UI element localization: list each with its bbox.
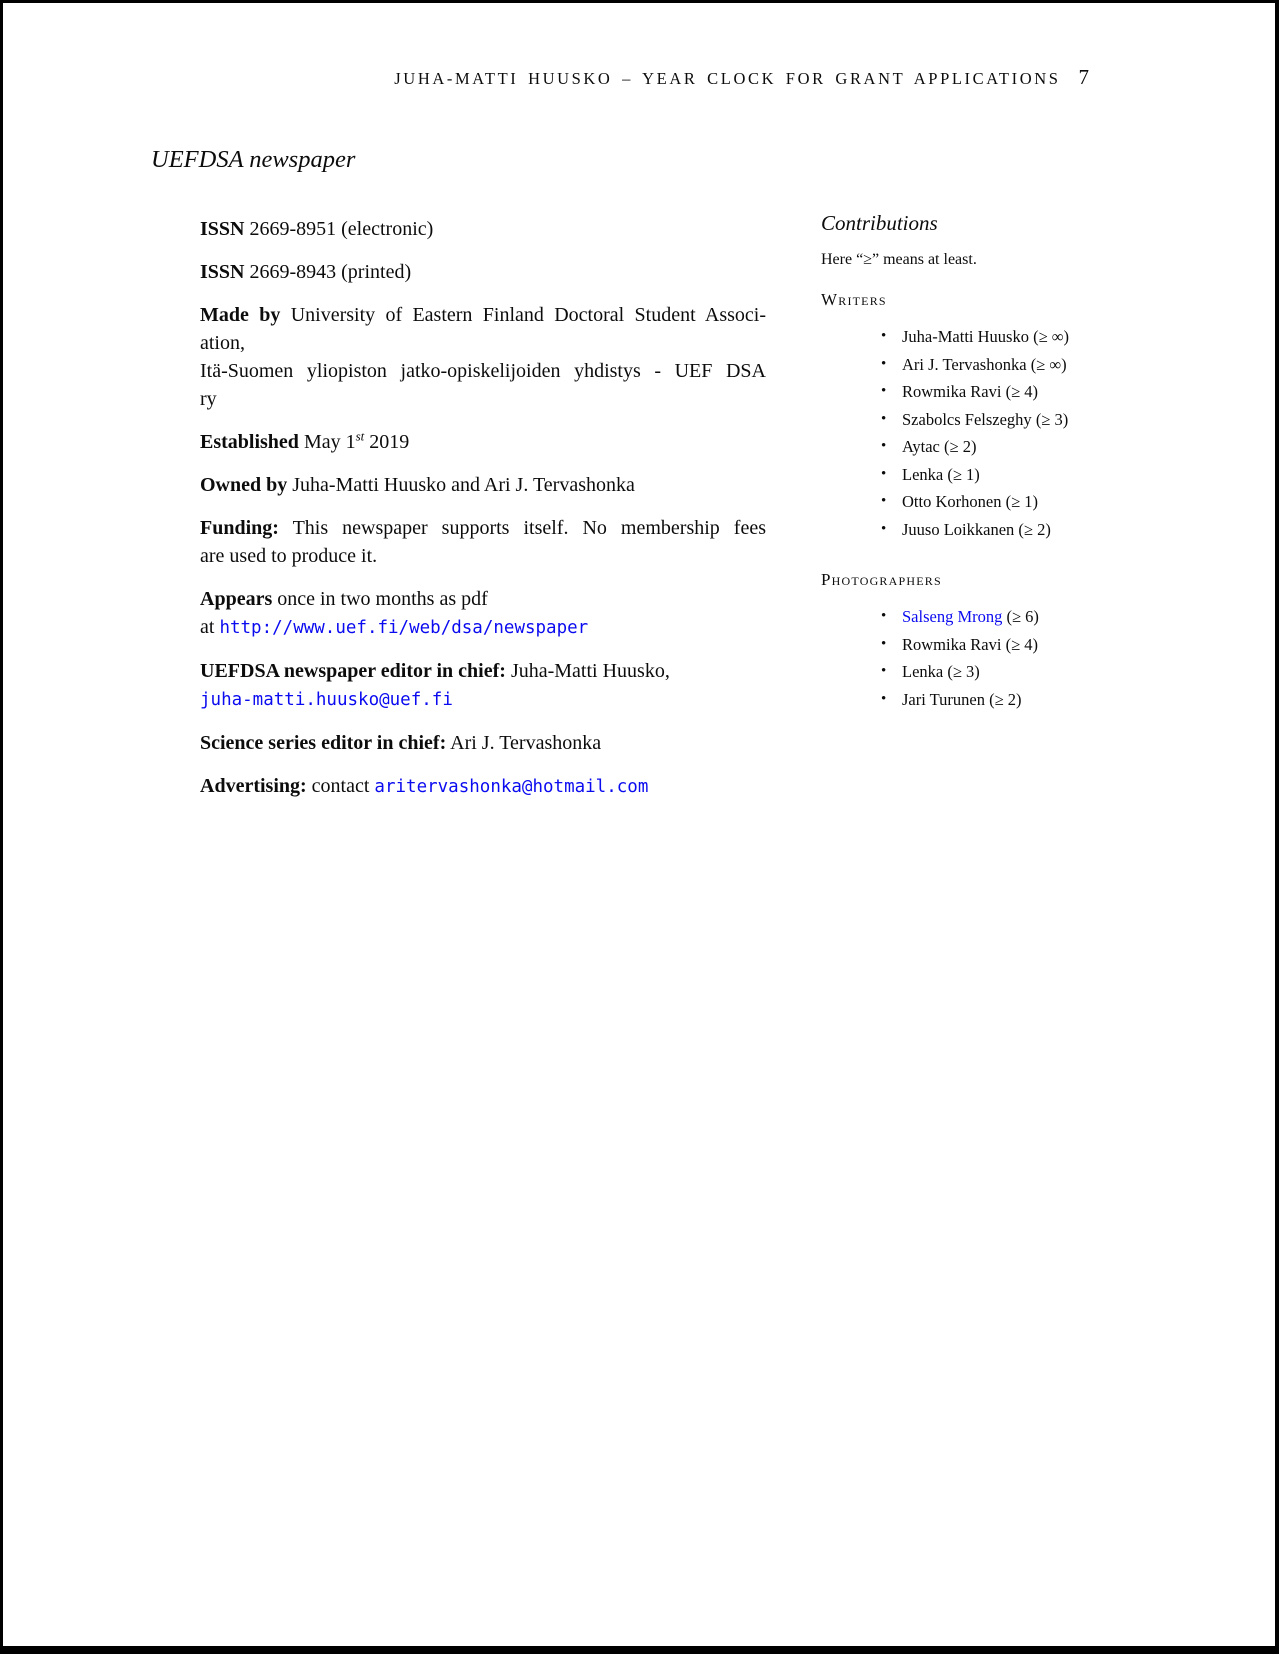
editor-in-chief xyxy=(200,657,766,714)
list-item: • Jari Turunen (≥ 2) xyxy=(881,686,1193,714)
writers-heading: Writers xyxy=(821,290,887,309)
editor-label: UEFDSA newspaper editor in chief: xyxy=(200,660,506,682)
newspaper-url-link[interactable]: http://www.uef.fi/web/dsa/newspaper xyxy=(219,618,589,638)
owned-by-label: Owned by xyxy=(200,474,288,496)
made-by xyxy=(200,301,766,413)
bullet-icon: • xyxy=(881,493,887,509)
appears-label: Appears xyxy=(200,588,273,610)
list-item: • Otto Korhonen (≥ 1) xyxy=(881,488,1193,516)
issn-label: ISSN xyxy=(200,218,245,240)
writers-list xyxy=(821,323,1193,543)
list-item: • Salseng Mrong (≥ 6) xyxy=(881,603,1193,631)
list-item: • Rowmika Ravi (≥ 4) xyxy=(881,378,1193,406)
photographers-list xyxy=(821,603,1193,713)
list-item: • Lenka (≥ 1) xyxy=(881,461,1193,489)
list-item: • Lenka (≥ 3) xyxy=(881,658,1193,686)
list-item: • Aytac (≥ 2) xyxy=(881,433,1193,461)
established: Established May 1st 2019 xyxy=(200,428,410,453)
colophon-column xyxy=(200,215,766,816)
list-item: • Ari J. Tervashonka (≥ ∞) xyxy=(881,351,1193,379)
bullet-icon: • xyxy=(881,328,887,344)
established-label: Established xyxy=(200,431,299,453)
photographers-heading: Photographers xyxy=(821,570,942,589)
page-number: 7 xyxy=(1078,65,1089,89)
issn-value: 2669-8951 (electronic) xyxy=(249,218,434,240)
advertising-label: Advertising: xyxy=(200,775,307,797)
section-title: UEFDSA newspaper xyxy=(151,146,356,173)
contributions-title: Contributions xyxy=(821,211,938,235)
editor-line1: UEFDSA newspaper editor in chief: Juha-Matti Huusko, xyxy=(200,660,670,682)
list-item: • Juuso Loikkanen (≥ 2) xyxy=(881,516,1193,544)
bullet-icon: • xyxy=(881,520,887,537)
made-by-line4: ry xyxy=(200,388,217,410)
contributions-column xyxy=(821,211,1193,740)
bullet-icon: • xyxy=(881,635,887,652)
owned-by: Owned by Juha-Matti Huusko and Ari J. Tervashonka xyxy=(200,474,635,496)
photographer-link[interactable]: Salseng Mrong xyxy=(902,607,1003,626)
made-by-line1: Made by University of Eastern Finland Doctoral Student Associ- xyxy=(200,304,766,326)
funding-line1: Funding: This newspaper supports itself. No membership fees xyxy=(200,517,767,539)
advertising-email-link[interactable]: aritervashonka@hotmail.com xyxy=(374,777,649,797)
bullet-icon: • xyxy=(881,663,887,679)
advertising: Advertising: contact aritervashonka@hotmail.com xyxy=(200,775,649,797)
page-header xyxy=(394,65,1089,90)
made-by-line3: Itä-Suomen yliopiston jatko-opiskelijoiden yhdistys - UEF DSA xyxy=(200,360,766,382)
bullet-icon: • xyxy=(881,410,887,427)
issn-value: 2669-8943 (printed) xyxy=(249,261,412,283)
bullet-icon: • xyxy=(881,608,887,624)
appears-line1: Appears once in two months as pdf xyxy=(200,588,488,610)
made-by-label: Made by xyxy=(200,304,281,326)
editor-email-link[interactable]: juha-matti.huusko@uef.fi xyxy=(200,690,453,710)
contributions-note: Here “≥” means at least. xyxy=(821,251,977,268)
bullet-icon: • xyxy=(881,383,887,399)
issn-printed xyxy=(200,258,766,286)
funding-line2: are used to produce it. xyxy=(200,545,378,567)
made-by-line2: ation, xyxy=(200,332,245,354)
list-item: • Rowmika Ravi (≥ 4) xyxy=(881,631,1193,659)
science-editor-label: Science series editor in chief: xyxy=(200,732,447,754)
running-title: JUHA-MATTI HUUSKO – YEAR CLOCK FOR GRANT APPLICATIONS xyxy=(394,69,1061,88)
funding-label: Funding: xyxy=(200,517,279,539)
appears xyxy=(200,585,766,642)
appears-line2: at http://www.uef.fi/web/dsa/newspaper xyxy=(200,616,589,638)
bullet-icon: • xyxy=(881,465,887,482)
bullet-icon: • xyxy=(881,355,887,372)
ordinal-superscript: st xyxy=(355,428,365,444)
funding xyxy=(200,514,766,570)
list-item: • Juha-Matti Huusko (≥ ∞) xyxy=(881,323,1193,351)
issn-electronic xyxy=(200,215,766,243)
bullet-icon: • xyxy=(881,438,887,454)
bullet-icon: • xyxy=(881,690,887,707)
issn-label: ISSN xyxy=(200,261,245,283)
list-item: • Szabolcs Felszeghy (≥ 3) xyxy=(881,406,1193,434)
science-editor: Science series editor in chief: Ari J. Tervashonka xyxy=(200,732,602,754)
